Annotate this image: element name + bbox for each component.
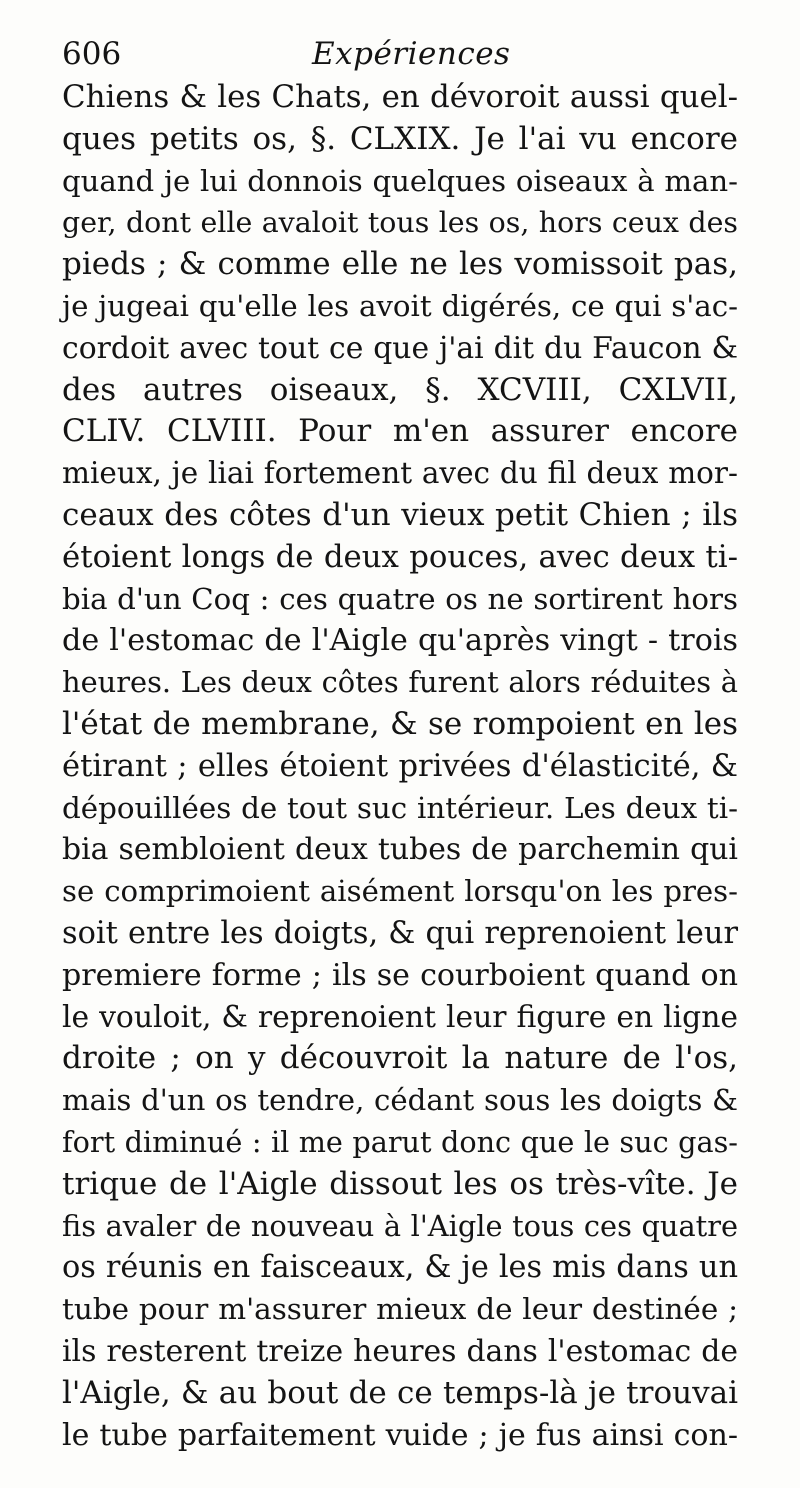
text-line: mais d'un os tendre, cédant sous les doigts & [62, 1083, 738, 1118]
text-line: fort diminué : il me parut donc que le suc gas- [62, 1124, 738, 1159]
text-line: bia sembloient deux tubes de parchemin qui [62, 832, 738, 868]
text-line: ger, dont elle avaloit tous les os, hors ceux des [62, 206, 738, 240]
text-line: pieds ; & comme elle ne les vomissoit pas, [62, 246, 738, 283]
text-line: le tube parfaitement vuide ; je fus ainsi con- [62, 1417, 738, 1453]
text-line: se comprimoient aisément lorsqu'on les pres- [62, 874, 738, 909]
page-number: 606 [62, 36, 122, 72]
text-line: fis avaler de nouveau à l'Aigle tous ces quatre [62, 1208, 738, 1243]
text-line: étirant ; elles étoient privées d'élasticité, & [62, 748, 738, 784]
text-line: os réunis en faisceaux, & je les mis dans un [62, 1250, 738, 1286]
text-line: ils resterent treize heures dans l'estomac de [62, 1333, 738, 1369]
running-head [62, 30, 762, 78]
text-line: le vouloit, & reprenoient leur figure en ligne [62, 999, 738, 1035]
text-line: dépouillées de tout suc intérieur. Les deux ti- [62, 790, 738, 825]
text-line: des autres oiseaux, §. XCVIII, CXLVII, [62, 371, 738, 408]
text-line: ceaux des côtes d'un vieux petit Chien ; ils [62, 496, 738, 533]
text-line: étoient longs de deux pouces, avec deux ti- [62, 538, 738, 575]
text-line: de l'estomac de l'Aigle qu'après vingt - trois [62, 623, 738, 659]
text-line: bia d'un Coq : ces quatre os ne sortirent hors [62, 581, 738, 616]
text-line: CLIV. CLVIII. Pour m'en assurer encore [62, 413, 738, 450]
text-line: droite ; on y découvroit la nature de l'os, [62, 1040, 738, 1077]
text-line: l'état de membrane, & se rompoient en les [62, 705, 738, 742]
text-line: Chiens & les Chats, en dévoroit aussi quel- [62, 79, 738, 115]
text-line: trique de l'Aigle dissout les os très-vîte. Je [62, 1165, 738, 1202]
text-line: heures. Les deux côtes furent alors réduites à [62, 665, 738, 700]
text-line: cordoit avec tout ce que j'ai dit du Faucon & [62, 330, 738, 366]
running-title: Expériences [312, 36, 511, 72]
text-line: soit entre les doigts, & qui reprenoient leur [62, 915, 738, 951]
text-line: tube pour m'assurer mieux de leur destinée ; [62, 1292, 738, 1327]
text-line: ques petits os, §. CLXIX. Je l'ai vu encore [62, 120, 738, 157]
text-line: quand je lui donnois quelques oiseaux à man- [62, 163, 738, 198]
text-line: premiere forme ; ils se courboient quand on [62, 957, 738, 993]
text-line: mieux, je liai fortement avec du fil deux mor- [62, 456, 738, 491]
text-line: je jugeai qu'elle les avoit digérés, ce qui s'ac- [62, 288, 738, 323]
text-line: l'Aigle, & au bout de ce temps-là je trouvai [62, 1374, 738, 1411]
body-text [62, 77, 738, 1456]
